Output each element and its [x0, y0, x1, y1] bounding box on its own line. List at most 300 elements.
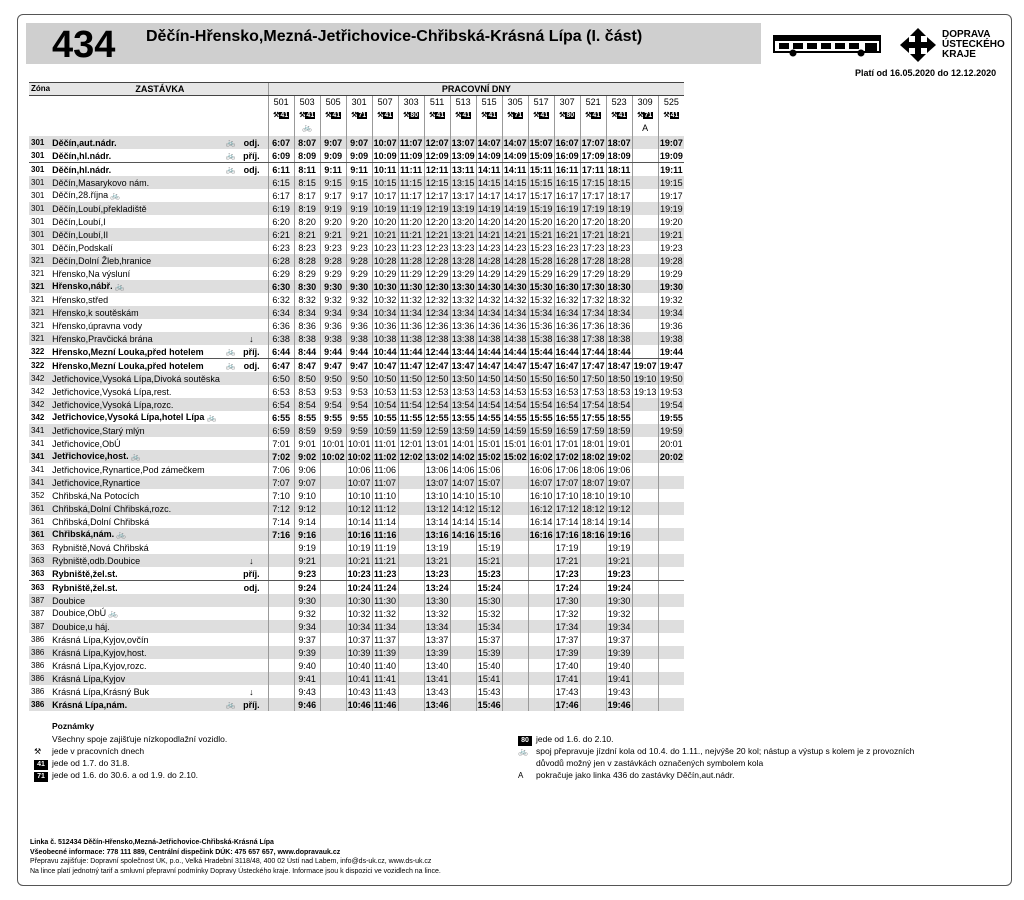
departure-time: 18:29 — [607, 268, 631, 279]
departure-time: 10:38 — [373, 333, 397, 344]
stop-name: Děčín,Dolní Žleb,hranice — [52, 255, 152, 266]
departure-time — [450, 567, 476, 581]
departure-time: 14:38 — [477, 333, 501, 344]
departure-time — [398, 594, 424, 607]
departure-time: 13:17 — [451, 190, 475, 201]
departure-time: 19:06 — [607, 464, 631, 475]
departure-time: 6:29 — [268, 267, 294, 280]
trip-code-value: 41 — [670, 112, 679, 119]
departure-time: 10:43 — [347, 686, 371, 697]
departure-time: 11:01 — [372, 437, 398, 450]
departure-time — [632, 607, 658, 620]
departure-time: 19:32 — [660, 294, 683, 305]
departure-time: 13:50 — [451, 373, 475, 384]
departure-time: 14:32 — [477, 294, 501, 305]
departure-time: 10:50 — [373, 373, 397, 384]
departure-time — [502, 646, 528, 659]
departure-time — [268, 581, 294, 595]
departure-time: 11:02 — [373, 451, 397, 462]
departure-time: 10:19 — [373, 203, 397, 214]
stop-cell — [50, 698, 268, 711]
departure-time: 15:43 — [477, 686, 501, 697]
departure-time: 7:12 — [268, 502, 294, 515]
departure-time — [632, 215, 658, 228]
direction-arrow-icon: ↓ — [249, 333, 254, 344]
departure-time: 9:07 — [346, 136, 372, 149]
departure-time — [632, 267, 658, 280]
departure-time — [450, 685, 476, 698]
departure-time: 9:34 — [320, 306, 346, 319]
stop-name: Děčín,Masarykovo nám. — [52, 177, 150, 188]
departure-time: 13:07 — [451, 137, 475, 148]
departure-time — [268, 633, 294, 646]
note-text: jede v pracovních dnech — [52, 746, 145, 756]
zone-cell: 352 — [31, 490, 45, 500]
departure-time: 18:20 — [607, 216, 631, 227]
departure-time: 6:11 — [268, 163, 294, 177]
trip-header — [580, 96, 606, 137]
departure-time: 15:21 — [529, 229, 553, 240]
departure-time: 8:59 — [294, 424, 320, 437]
stop-cell — [50, 463, 268, 476]
departure-time: 19:19 — [660, 203, 683, 214]
departure-time — [632, 293, 658, 306]
stop-row — [29, 450, 684, 463]
departure-time — [580, 594, 606, 607]
stop-wrap — [52, 477, 268, 489]
departure-time: 13:30 — [451, 281, 475, 292]
departure-time — [398, 463, 424, 476]
brand-line: DOPRAVA — [942, 29, 991, 40]
workday-icon: ⚒ — [663, 112, 670, 119]
departure-time: 9:32 — [294, 607, 320, 620]
zone-cell: 386 — [31, 660, 45, 670]
stop-cell — [50, 659, 268, 672]
departure-time — [398, 502, 424, 515]
zone-cell: 301 — [29, 176, 50, 189]
departure-time: 6:23 — [268, 241, 294, 254]
departure-time — [398, 528, 424, 541]
departure-time — [268, 554, 294, 567]
departure-time: 15:30 — [529, 281, 553, 292]
departure-time: 12:38 — [425, 333, 449, 344]
departure-time: 12:21 — [425, 229, 449, 240]
departure-time: 12:20 — [425, 216, 449, 227]
departure-time — [320, 698, 346, 711]
zone-cell: 363 — [29, 567, 50, 581]
stop-wrap — [52, 229, 268, 241]
departure-time: 10:46 — [347, 699, 371, 710]
departure-time: 19:40 — [607, 660, 631, 671]
departure-time: 13:15 — [451, 177, 475, 188]
departure-time: 6:55 — [268, 411, 294, 424]
stop-cell — [50, 646, 268, 659]
stop-name: Děčín,Podskalí — [52, 242, 113, 253]
stop-cell — [50, 607, 268, 620]
departure-time: 19:47 — [659, 360, 683, 371]
departure-time: 14:11 — [503, 164, 527, 175]
departure-time: 9:23 — [346, 241, 372, 254]
departure-time: 19:34 — [607, 621, 631, 632]
departure-time: 11:24 — [373, 582, 397, 593]
departure-time — [502, 581, 528, 595]
stop-name: Chřibská,Dolní Chřibská — [52, 516, 150, 527]
trip-header — [528, 96, 554, 137]
zone-cell: 301 — [31, 242, 45, 252]
workday-icon: ⚒ — [403, 112, 410, 119]
note-item — [34, 769, 198, 782]
departure-time: 14:02 — [451, 451, 475, 462]
departure-time: 15:07 — [529, 137, 553, 148]
departure-time — [580, 685, 606, 698]
departure-time: 19:41 — [607, 673, 631, 684]
departure-time: 17:07 — [555, 477, 579, 488]
departure-time: 14:50 — [503, 373, 527, 384]
zone-cell: 361 — [29, 502, 50, 515]
departure-time — [528, 672, 554, 685]
departure-time — [528, 685, 554, 698]
departure-time — [658, 554, 684, 567]
departure-time — [268, 607, 294, 620]
departure-time: 17:34 — [581, 307, 605, 318]
stop-name: Rybniště,odb.Doubice — [52, 555, 141, 566]
stop-wrap — [52, 673, 268, 685]
departure-time: 13:20 — [451, 216, 475, 227]
departure-time — [528, 646, 554, 659]
departure-time: 17:10 — [555, 490, 579, 501]
stop-cell — [50, 306, 268, 319]
stop-row — [29, 489, 684, 502]
departure-time: 18:09 — [607, 150, 631, 161]
stop-row — [29, 646, 684, 659]
departure-time: 9:59 — [320, 424, 346, 437]
departure-time — [658, 659, 684, 672]
departure-time — [268, 567, 294, 581]
stop-name: Krásná Lípa,Kyjov,rozc. — [52, 660, 147, 671]
line-number: 434 — [52, 24, 116, 66]
departure-time — [528, 620, 554, 633]
departure-time: 10:55 — [373, 412, 397, 423]
notes-title: Poznámky — [52, 721, 95, 731]
stop-cell — [50, 385, 268, 398]
departure-time: 11:28 — [398, 254, 424, 267]
departure-time: 9:28 — [320, 254, 346, 267]
departure-time: 17:24 — [555, 582, 579, 593]
departure-time: 11:43 — [372, 685, 398, 698]
stop-row — [29, 554, 684, 567]
bicycle-icon: 🚲 — [225, 360, 236, 370]
departure-time — [320, 659, 346, 672]
departure-time: 7:02 — [268, 450, 294, 463]
stop-wrap — [52, 164, 268, 176]
departure-time: 14:28 — [477, 255, 501, 266]
departure-time: 7:01 — [268, 437, 294, 450]
bicycle-icon: 🚲 — [108, 191, 121, 200]
departure-time: 18:01 — [581, 438, 605, 449]
departure-time: 10:41 — [347, 673, 371, 684]
departure-time: 17:32 — [555, 608, 579, 619]
departure-time: 7:10 — [268, 489, 294, 502]
departure-time: 9:07 — [294, 476, 320, 489]
departure-time — [632, 672, 658, 685]
departure-time — [632, 489, 658, 502]
departure-time: 17:17 — [581, 190, 605, 201]
stop-wrap — [52, 255, 268, 267]
departure-time: 10:28 — [373, 255, 397, 266]
stop-cell — [50, 437, 268, 450]
departure-time — [580, 541, 606, 554]
departure-time: 9:17 — [346, 189, 372, 202]
departure-time: 11:54 — [398, 398, 424, 411]
departure-time: 10:44 — [373, 346, 397, 357]
departure-time: 9:34 — [346, 306, 372, 319]
stop-row — [29, 567, 684, 581]
departure-time: 13:02 — [425, 451, 449, 462]
departure-time: 15:32 — [477, 608, 501, 619]
departure-time: 10:34 — [347, 621, 371, 632]
departure-time — [502, 489, 528, 502]
departure-time: 19:14 — [607, 516, 631, 527]
departure-time: 13:12 — [425, 503, 449, 514]
departure-time: 19:53 — [660, 386, 683, 397]
trip-code — [663, 110, 679, 122]
stop-wrap — [52, 464, 268, 476]
trip-header — [372, 96, 398, 137]
departure-time: 15:23 — [529, 242, 553, 253]
departure-time: 10:01 — [321, 438, 345, 449]
departure-time — [502, 515, 528, 528]
departure-time: 12:11 — [425, 164, 449, 175]
trip-code — [351, 110, 367, 122]
departure-time: 11:32 — [372, 607, 398, 620]
departure-time: 19:28 — [660, 255, 683, 266]
departure-time: 16:54 — [555, 399, 579, 410]
stop-name: Jetřichovice,Vysoká Lípa,rozc. — [52, 399, 174, 410]
departure-time: 9:28 — [346, 254, 372, 267]
departure-time: 14:29 — [477, 268, 501, 279]
departure-time: 14:55 — [503, 412, 527, 423]
departure-time: 11:40 — [372, 659, 398, 672]
departure-time: 11:34 — [398, 306, 424, 319]
departure-time: 13:21 — [425, 555, 449, 566]
departure-time — [268, 541, 294, 554]
departure-time: 16:50 — [555, 373, 579, 384]
departure-time: 17:07 — [581, 137, 605, 148]
departure-time: 19:36 — [660, 320, 683, 331]
departure-time — [450, 581, 476, 595]
trip-note-mark: A — [642, 123, 649, 133]
departure-time — [528, 541, 554, 554]
departure-time: 10:02 — [321, 451, 345, 462]
stop-cell — [50, 241, 268, 254]
stop-name: Děčín,hl.nádr. — [52, 150, 112, 161]
zone-cell: 342 — [31, 386, 45, 396]
departure-time: 6:47 — [268, 359, 294, 373]
stop-cell — [50, 581, 268, 595]
departure-time: 7:06 — [268, 463, 294, 476]
departure-time — [632, 463, 658, 476]
stop-row — [29, 594, 684, 607]
departure-time: 14:11 — [477, 164, 501, 175]
departure-time: 10:34 — [373, 307, 397, 318]
stop-name: Rybniště,žel.st. — [52, 568, 118, 579]
departure-time: 7:14 — [268, 515, 294, 528]
departure-time — [320, 489, 346, 502]
trip-code-value: 41 — [280, 112, 289, 119]
departure-time: 11:34 — [372, 620, 398, 633]
stop-wrap — [52, 294, 268, 306]
departure-time — [658, 672, 684, 685]
departure-time: 11:21 — [372, 554, 398, 567]
stop-name: Hřensko,Mezní Louka,před hotelem — [52, 360, 204, 371]
trip-header — [554, 96, 580, 137]
stop-row — [29, 189, 684, 202]
departure-time: 14:23 — [477, 242, 501, 253]
departure-time: 9:11 — [346, 163, 372, 177]
days-header: PRACOVNÍ DNY — [268, 83, 684, 96]
departure-time: 14:07 — [503, 137, 527, 148]
stop-cell — [50, 515, 268, 528]
stop-name: Chřibská,Na Potocích — [52, 490, 140, 501]
departure-time — [450, 698, 476, 711]
stop-name: Chřibská,Dolní Chřibská,rozc. — [52, 503, 172, 514]
departure-time: 19:29 — [660, 268, 683, 279]
departure-time: 16:34 — [555, 307, 579, 318]
departure-time: 17:43 — [555, 686, 579, 697]
blank-cell — [50, 96, 268, 137]
stop-name: Krásná Lípa,Krásný Buk — [52, 686, 150, 697]
departure-time — [502, 528, 528, 541]
departure-time: 15:02 — [503, 451, 527, 462]
departure-time: 6:32 — [268, 293, 294, 306]
departure-time: 9:01 — [294, 437, 320, 450]
departure-time — [398, 581, 424, 595]
departure-time: 9:09 — [320, 149, 346, 163]
stop-cell — [50, 254, 268, 267]
departure-time: 11:47 — [399, 360, 423, 371]
stop-cell — [50, 136, 268, 149]
departure-time: 14:19 — [477, 203, 501, 214]
departure-time: 14:54 — [477, 399, 501, 410]
stop-name: Krásná Lípa,Kyjov — [52, 673, 126, 684]
zone-cell: 386 — [29, 672, 50, 685]
departure-time: 16:12 — [529, 503, 553, 514]
departure-time: 19:02 — [607, 451, 631, 462]
departure-time: 11:53 — [398, 385, 424, 398]
bicycle-icon: 🚲 — [302, 123, 313, 132]
departure-time: 18:02 — [581, 451, 605, 462]
departure-time: 9:19 — [346, 202, 372, 215]
departure-time: 15:32 — [529, 294, 553, 305]
departure-time: 17:37 — [555, 634, 579, 645]
departure-time: 17:12 — [555, 503, 579, 514]
stop-cell — [50, 345, 268, 359]
departure-time: 9:06 — [294, 463, 320, 476]
departure-time: 8:38 — [294, 332, 320, 345]
stop-name: Jetřichovice,Vysoká Lípa,rest. — [52, 386, 172, 397]
departure-time: 11:20 — [398, 215, 424, 228]
departure-time: 9:20 — [320, 215, 346, 228]
departure-time: 15:19 — [529, 203, 553, 214]
departure-time: 17:29 — [581, 268, 605, 279]
trip-number: 515 — [481, 97, 497, 107]
departure-time — [502, 476, 528, 489]
stop-name: Doubice — [52, 595, 86, 606]
departure-time: 11:23 — [373, 568, 397, 579]
departure-time: 10:47 — [373, 360, 397, 371]
departure-time: 14:36 — [477, 320, 501, 331]
stop-row — [29, 136, 684, 149]
departure-time: 13:59 — [451, 425, 475, 436]
departure-time: 11:15 — [398, 176, 424, 189]
departure-time: 15:21 — [477, 555, 501, 566]
departure-time: 19:24 — [607, 582, 631, 593]
departure-time: 9:21 — [294, 554, 320, 567]
stop-name: Hřensko,k soutěskám — [52, 307, 139, 318]
departure-time — [632, 189, 658, 202]
bicycle-icon: 🚲 — [106, 609, 119, 618]
departure-time: 13:32 — [425, 608, 449, 619]
departure-time: 6:15 — [268, 176, 294, 189]
departure-time: 19:44 — [659, 346, 683, 357]
stop-name: Jetřichovice,ObÚ — [52, 438, 121, 449]
departure-time: 12:47 — [425, 360, 449, 371]
departure-time: 18:16 — [581, 529, 605, 540]
zone-cell: 363 — [31, 582, 45, 592]
departure-time: 13:01 — [425, 438, 449, 449]
departure-time: 6:07 — [268, 136, 294, 149]
trip-header — [632, 96, 658, 137]
departure-time: 17:09 — [581, 150, 605, 161]
departure-time: 9:19 — [294, 541, 320, 554]
stop-name: Jetřichovice,Vysoká Lípa,hotel Lípa — [52, 412, 205, 422]
stop-name: Hřensko,střed — [52, 294, 109, 305]
trip-code — [507, 110, 523, 122]
departure-time: 18:15 — [607, 177, 631, 188]
departure-time: 11:55 — [399, 412, 423, 423]
departure-time — [528, 554, 554, 567]
departure-time: 18:19 — [607, 203, 631, 214]
departure-time: 9:23 — [294, 567, 320, 581]
zone-cell: 301 — [31, 216, 45, 226]
departure-time: 14:53 — [503, 386, 527, 397]
departure-time — [320, 633, 346, 646]
departure-time — [632, 176, 658, 189]
stop-cell — [50, 528, 268, 541]
departure-time — [632, 646, 658, 659]
departure-time — [398, 554, 424, 567]
timetable — [29, 82, 684, 711]
departure-time: 19:54 — [660, 399, 683, 410]
departure-time — [502, 541, 528, 554]
departure-time: 16:55 — [555, 412, 579, 423]
departure-time: 18:17 — [607, 190, 631, 201]
departure-time: 17:39 — [555, 647, 579, 658]
departure-time: 8:11 — [294, 163, 320, 177]
departure-time — [398, 567, 424, 581]
departure-time: 19:07 — [633, 360, 657, 371]
departure-time: 14:30 — [477, 281, 501, 292]
departure-time: 11:39 — [372, 646, 398, 659]
departure-time: 17:20 — [581, 216, 605, 227]
departure-time: 15:01 — [503, 438, 527, 449]
departure-time: 10:23 — [347, 568, 371, 579]
departure-time — [632, 633, 658, 646]
departure-time — [632, 515, 658, 528]
departure-time: 19:30 — [659, 281, 683, 292]
departure-time — [268, 672, 294, 685]
departure-time — [632, 136, 658, 149]
